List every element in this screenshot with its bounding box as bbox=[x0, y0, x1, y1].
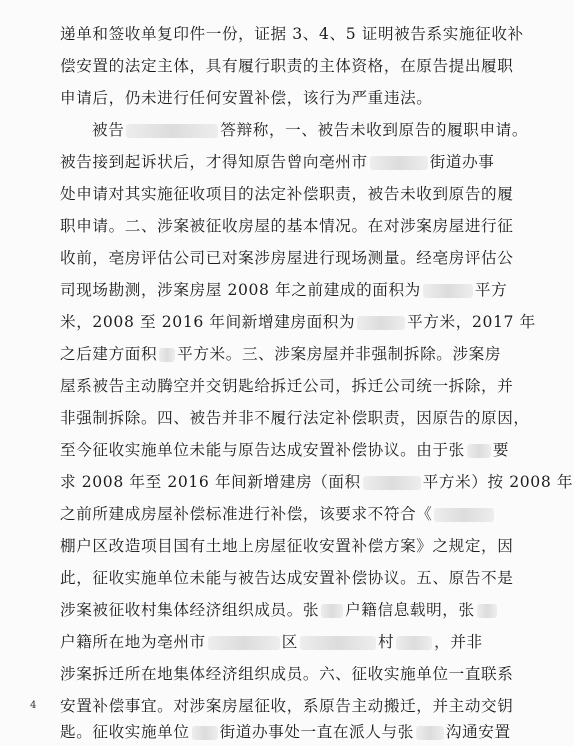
redacted-street-blur bbox=[192, 726, 218, 740]
text-span: 匙。征收实施单位 bbox=[60, 723, 190, 741]
text-line-7 bbox=[60, 212, 520, 240]
text-span: 涉案拆迁所在地集体经济组织成员。六、征收实施单位一直联系 bbox=[60, 665, 514, 683]
text-span: 屋系被告主动腾空并交钥匙给拆迁公司，拆迁公司统一拆除，并 bbox=[60, 377, 514, 395]
text-line-9 bbox=[60, 276, 520, 304]
text-span: 米，2008 至 2016 年间新增建房面积为 bbox=[60, 313, 356, 331]
text-line-11 bbox=[60, 340, 520, 368]
text-line-23 bbox=[60, 718, 520, 746]
text-span: 平方米，2017 年 bbox=[407, 313, 536, 331]
text-line-18 bbox=[60, 564, 520, 592]
redacted-place-blur bbox=[370, 156, 428, 170]
text-line-6 bbox=[60, 180, 520, 208]
text-line-14 bbox=[60, 436, 520, 464]
text-span: 非强制拆除。四、被告并非不履行法定补偿职责，因原告的原因， bbox=[60, 409, 530, 427]
text-span: 被告 bbox=[92, 121, 125, 139]
redacted-area-blur bbox=[363, 476, 421, 490]
page-number: 4 bbox=[30, 700, 37, 711]
text-line-5 bbox=[60, 148, 520, 176]
text-line-21 bbox=[60, 660, 520, 688]
text-span: 街道办事 bbox=[429, 153, 495, 171]
text-span: 职申请。二、涉案被征收房屋的基本情况。在对涉案房屋进行征 bbox=[60, 217, 514, 235]
text-line-1 bbox=[60, 20, 524, 48]
text-line-8 bbox=[60, 244, 520, 272]
redacted-area-blur bbox=[159, 348, 175, 362]
redacted-town-blur bbox=[300, 636, 376, 650]
redacted-name-blur bbox=[321, 604, 343, 618]
redacted-name-blur bbox=[416, 726, 444, 740]
text-line-4 bbox=[60, 116, 529, 144]
text-span: 沟通安置 bbox=[445, 723, 511, 741]
text-line-20 bbox=[60, 628, 520, 656]
text-span: 偿安置的法定主体，具有履行职责的主体资格，在原告提出履职 bbox=[60, 57, 514, 75]
redacted-name-blur bbox=[126, 124, 218, 138]
text-line-12 bbox=[60, 372, 520, 400]
text-span: 户籍信息载明，张 bbox=[345, 601, 475, 619]
text-span: 村 bbox=[377, 633, 395, 651]
text-line-10 bbox=[60, 308, 536, 336]
text-span: 递单和签收单复印件一份，证据 3、4、5 证明被告系实施征收补 bbox=[60, 25, 524, 43]
text-span: 处申请对其实施征收项目的法定补偿职责，被告未收到原告的履 bbox=[60, 185, 514, 203]
text-span: 被告接到起诉状后，才得知原告曾向亳州市 bbox=[60, 153, 368, 171]
text-line-17 bbox=[60, 532, 520, 560]
text-span: 至今征收实施单位未能与原告达成安置补偿协议。由于张 bbox=[60, 441, 465, 459]
text-span: 街道办事处一直在派人与张 bbox=[219, 723, 414, 741]
text-span: 棚户区改造项目国有土地上房屋征收安置补偿方案》之规定，因 bbox=[60, 537, 514, 555]
text-span: ，并非 bbox=[434, 633, 483, 651]
redacted-group-blur bbox=[396, 636, 432, 650]
redacted-area-blur bbox=[423, 284, 473, 298]
text-span: 区 bbox=[281, 633, 298, 651]
redacted-project-blur bbox=[434, 508, 494, 522]
text-line-2 bbox=[60, 52, 520, 80]
text-line-3 bbox=[60, 84, 520, 112]
text-line-22 bbox=[60, 692, 520, 720]
text-span: 平方米）按 2008 年 bbox=[422, 473, 574, 491]
text-line-13 bbox=[60, 404, 530, 432]
text-span: 收前，亳房评估公司已对案涉房屋进行现场测量。经亳房评估公 bbox=[60, 249, 514, 267]
text-span: 此，征收实施单位未能与被告达成安置补偿协议。五、原告不是 bbox=[60, 569, 514, 587]
text-span: 求 2008 年至 2016 年间新增建房（面积 bbox=[60, 473, 361, 491]
text-span: 答辩称，一、被告未收到原告的履职申请。 bbox=[220, 121, 529, 139]
text-span: 涉案被征收村集体经济组织成员。张 bbox=[60, 601, 320, 619]
text-span: 安置补偿事宜。对涉案房屋征收，系原告主动搬迁，并主动交钥 bbox=[60, 697, 514, 715]
text-line-16 bbox=[60, 500, 520, 528]
text-span: 申请后，仍未进行任何安置补偿，该行为严重违法。 bbox=[60, 89, 433, 107]
text-span: 之后建方面积 bbox=[60, 345, 158, 363]
text-span: 司现场勘测，涉案房屋 2008 年之前建成的面积为 bbox=[60, 281, 421, 299]
text-span: 要 bbox=[492, 441, 510, 459]
text-span: 平方米。三、涉案房屋并非强制拆除。涉案房 bbox=[177, 345, 502, 363]
redacted-area-blur bbox=[357, 316, 405, 330]
text-line-15 bbox=[60, 468, 574, 496]
text-line-19 bbox=[60, 596, 520, 624]
redacted-name-blur bbox=[477, 604, 497, 618]
redacted-district-blur bbox=[208, 636, 280, 650]
redacted-name-blur bbox=[467, 444, 491, 458]
text-span: 之前所建成房屋补偿标准进行补偿，该要求不符合《 bbox=[60, 505, 433, 523]
text-span: 平方 bbox=[474, 281, 508, 299]
text-span: 户籍所在地为亳州市 bbox=[60, 633, 206, 651]
